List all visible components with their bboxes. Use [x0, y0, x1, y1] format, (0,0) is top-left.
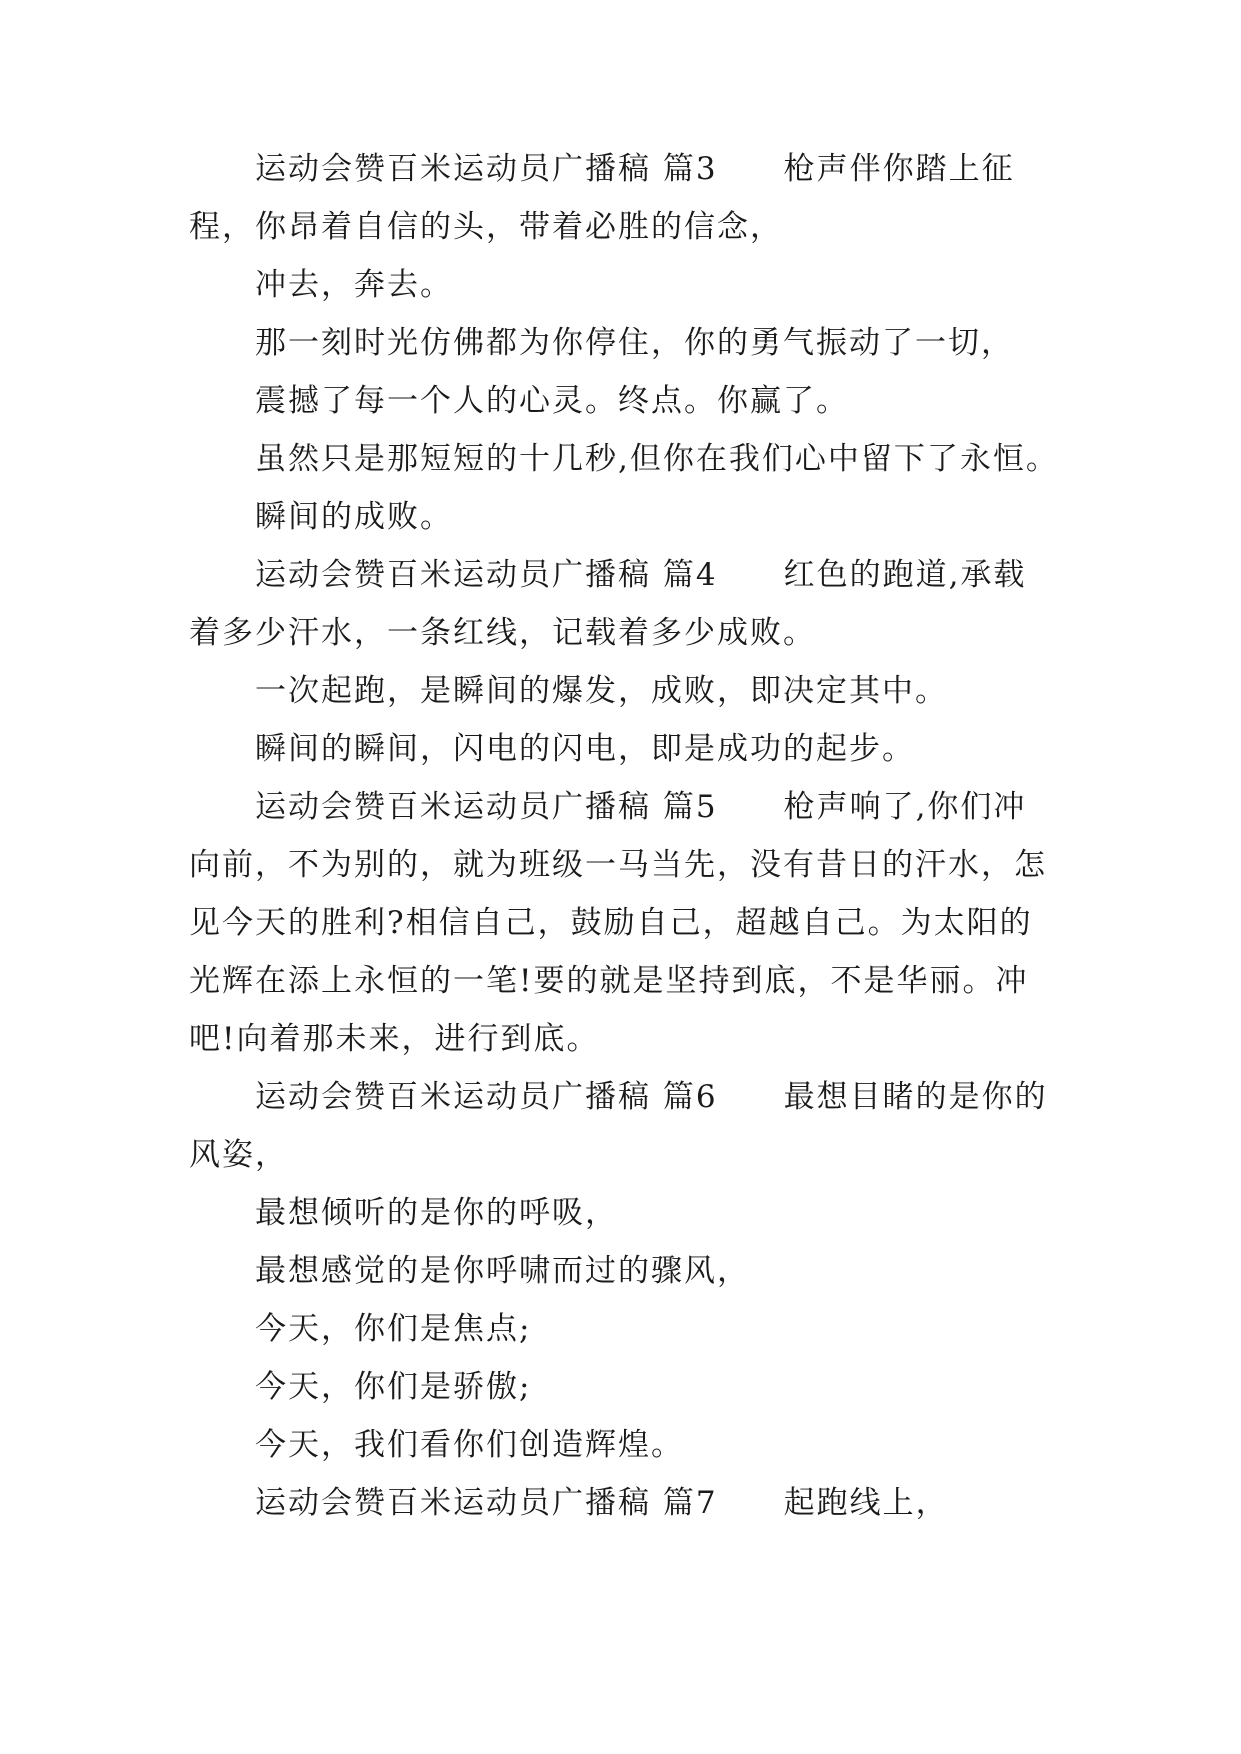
- paragraph: 运动会赞百米运动员广播稿 篇7 起跑线上，: [255, 1485, 949, 1521]
- paragraph: 运动会赞百米运动员广播稿 篇3 枪声伴你踏上征程，你昂着自信的头，带着必胜的信念，: [189, 151, 1015, 245]
- paragraph: 今天，你们是骄傲;: [255, 1369, 532, 1405]
- paragraph: 运动会赞百米运动员广播稿 篇5 枪声响了,你们冲向前，不为别的，就为班级一马当先，没有昔日的汗水，怎见今天的胜利?相信自己，鼓励自己，超越自己。为太阳的光辉在添上永恒的一笔!要的就是坚持到底，不是华丽。冲吧!向着那未来，进行到底。: [189, 789, 1047, 1057]
- paragraph: 那一刻时光仿佛都为你停住，你的勇气振动了一切，: [255, 325, 1014, 361]
- document-body: [189, 140, 1059, 1532]
- paragraph: 运动会赞百米运动员广播稿 篇4 红色的跑道,承载着多少汗水，一条红线，记载着多少成败。: [189, 557, 1027, 651]
- paragraph: 冲去，奔去。: [255, 267, 453, 303]
- paragraph: 今天，你们是焦点;: [255, 1311, 532, 1347]
- paragraph: 运动会赞百米运动员广播稿 篇6 最想目睹的是你的风姿，: [189, 1079, 1048, 1173]
- paragraph: 虽然只是那短短的十几秒,但你在我们心中留下了永恒。: [255, 441, 1059, 477]
- paragraph: 瞬间的成败。: [255, 499, 453, 535]
- paragraph: 震撼了每一个人的心灵。终点。你赢了。: [255, 383, 849, 419]
- paragraph: 瞬间的瞬间，闪电的闪电，即是成功的起步。: [255, 731, 915, 767]
- paragraph: 最想倾听的是你的呼吸，: [255, 1195, 618, 1231]
- paragraph: 今天，我们看你们创造辉煌。: [255, 1427, 684, 1463]
- paragraph: 最想感觉的是你呼啸而过的骤风，: [255, 1253, 750, 1289]
- paragraph: 一次起跑，是瞬间的爆发，成败，即决定其中。: [255, 673, 948, 709]
